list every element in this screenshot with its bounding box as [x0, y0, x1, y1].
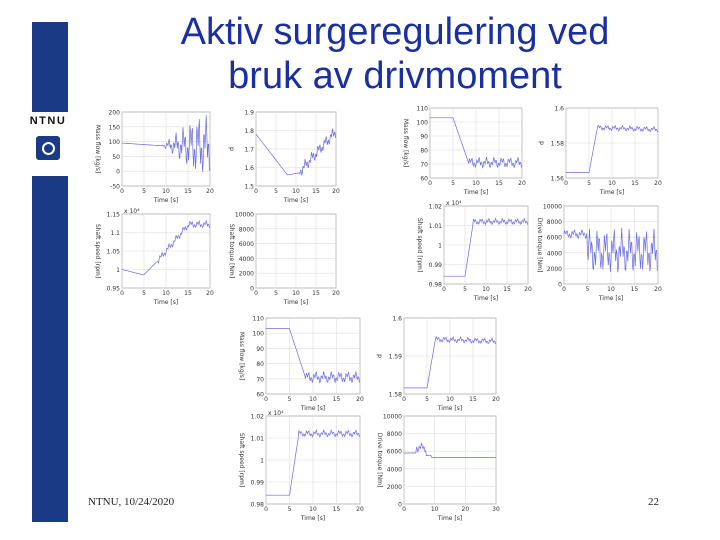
chart-p6 — [370, 310, 502, 412]
y-tick-label: 4000 — [238, 255, 254, 263]
x-tick-label: 0 — [264, 396, 268, 403]
x-tick-label: 10 — [472, 180, 480, 187]
x-tick-label: 0 — [254, 290, 258, 297]
x-tick-label: 0 — [402, 506, 406, 513]
title-line-1: Aktiv surgeregulering ved — [180, 11, 610, 53]
y-tick-label: 0.99 — [428, 262, 442, 269]
y-tick-label: 1.1 — [110, 230, 120, 237]
y-tick-label: 50 — [112, 153, 120, 161]
y-tick-label: 0.99 — [250, 479, 264, 487]
x-tick-label: 5 — [451, 180, 455, 187]
y-tick-label: 1.6 — [244, 165, 254, 172]
x-tick-label: 10 — [430, 506, 439, 513]
y-tick-label: 1.01 — [428, 223, 442, 230]
y-tick-label: 6000 — [546, 234, 562, 242]
y-tick-label: 0 — [558, 281, 562, 289]
x-tick-label: 20 — [332, 290, 340, 297]
y-tick-label: 10000 — [382, 413, 402, 421]
chart-p8 — [370, 408, 502, 522]
logo-text: NTNU — [29, 115, 67, 127]
x-tick-label: 30 — [492, 506, 500, 513]
y-tick-label: 110 — [252, 315, 264, 323]
x-tick-label: 5 — [587, 180, 591, 187]
x-tick-label: 15 — [631, 180, 639, 187]
y-tick-label: 2000 — [386, 483, 402, 491]
y-tick-label: 1.58 — [388, 391, 402, 399]
y-tick-label: 1.58 — [550, 140, 564, 148]
x-axis-label: Time [s] — [437, 405, 463, 412]
x-tick-label: 15 — [495, 180, 503, 187]
x-tick-label: 0 — [254, 188, 258, 195]
y-tick-label: 1 — [438, 242, 442, 250]
y-axis-label: Drive torque [Nm] — [376, 432, 383, 488]
y-tick-label: 1.9 — [244, 109, 254, 117]
x-tick-label: 10 — [162, 188, 170, 195]
x-tick-label: 10 — [162, 290, 170, 297]
x-tick-label: 0 — [120, 290, 124, 297]
chart-p12 — [530, 198, 664, 302]
y-tick-label: 150 — [108, 124, 120, 132]
x-axis-label: Time [s] — [300, 405, 326, 412]
x-tick-label: 0 — [564, 180, 568, 187]
plot-frame — [404, 416, 496, 504]
y-tick-label: 1.59 — [388, 353, 402, 361]
x-tick-label: 0 — [120, 188, 124, 195]
x-tick-label: 5 — [274, 290, 278, 297]
y-tick-label: 100 — [416, 119, 428, 127]
y-tick-label: 1 — [116, 267, 120, 274]
y-tick-label: 0 — [250, 285, 254, 293]
x-tick-label: 5 — [287, 506, 292, 513]
y-tick-label: 8000 — [238, 226, 254, 234]
y-tick-label: 1 — [260, 457, 264, 465]
y-tick-label: 0 — [398, 501, 402, 509]
y-tick-label: 4000 — [386, 466, 402, 474]
y-tick-label: 90 — [420, 133, 428, 141]
y-tick-label: 1.8 — [244, 128, 254, 135]
y-tick-label: 0 — [116, 168, 120, 176]
chart-p3 — [88, 206, 216, 306]
chart-p10 — [532, 100, 664, 196]
y-axis-label: Shaft speed [rpm] — [94, 223, 101, 279]
chart-p2 — [222, 104, 342, 204]
x-axis-label: Time [s] — [598, 295, 624, 302]
y-tick-label: 80 — [256, 361, 264, 369]
x-axis-label: Time [s] — [437, 515, 463, 522]
x-tick-label: 5 — [425, 396, 429, 403]
y-tick-label: -50 — [110, 183, 120, 191]
y-tick-label: 0.98 — [428, 281, 442, 289]
y-axis-label: p — [538, 141, 545, 145]
x-tick-label: 20 — [356, 506, 364, 513]
y-tick-label: 2000 — [546, 265, 562, 273]
x-tick-label: 20 — [518, 180, 526, 187]
y-axis-label: Drive torque [Nm] — [536, 217, 543, 273]
y-tick-label: 4000 — [546, 250, 562, 258]
y-tick-label: 60 — [420, 175, 428, 183]
x-tick-label: 5 — [142, 290, 146, 297]
x-tick-label: 15 — [184, 188, 192, 195]
slide-title — [100, 10, 690, 98]
x-tick-label: 0 — [428, 180, 432, 187]
x-tick-label: 5 — [463, 286, 467, 293]
y-tick-label: 0.98 — [250, 501, 264, 509]
y-axis-label: Shaft speed [rpm] — [416, 217, 423, 273]
x-tick-label: 20 — [492, 396, 500, 403]
x-tick-label: 15 — [332, 396, 341, 403]
x-tick-label: 20 — [461, 506, 470, 513]
axis-multiplier: x 10⁴ — [268, 410, 284, 417]
y-tick-label: 10000 — [542, 203, 562, 211]
y-axis-label: Mass flow [kg/s] — [94, 124, 101, 174]
y-tick-label: 80 — [420, 147, 428, 155]
x-axis-label: Time [s] — [153, 197, 179, 204]
page-number: 22 — [648, 496, 659, 508]
x-tick-label: 20 — [206, 290, 214, 297]
x-tick-label: 10 — [482, 286, 490, 293]
y-tick-label: 1.02 — [428, 203, 442, 211]
y-tick-label: 1.5 — [244, 183, 254, 191]
x-axis-label: Time [s] — [283, 299, 309, 306]
x-tick-label: 15 — [469, 396, 477, 403]
y-tick-label: 70 — [256, 376, 264, 384]
y-axis-label: p — [376, 354, 383, 358]
y-tick-label: 1.15 — [106, 211, 120, 219]
y-tick-label: 60 — [256, 391, 264, 399]
y-tick-label: 110 — [416, 105, 428, 113]
x-tick-label: 5 — [287, 396, 292, 403]
y-tick-label: 200 — [108, 109, 120, 117]
x-tick-label: 0 — [402, 396, 406, 403]
footer-date: NTNU, 10/24/2020 — [88, 496, 175, 508]
x-tick-label: 20 — [654, 286, 662, 293]
y-tick-label: 1.6 — [554, 105, 564, 113]
y-tick-label: 8000 — [386, 431, 402, 439]
x-tick-label: 5 — [585, 286, 590, 293]
axis-multiplier: x 10⁴ — [446, 200, 462, 207]
x-tick-label: 10 — [292, 188, 300, 195]
y-tick-label: 1.05 — [106, 248, 120, 256]
y-tick-label: 90 — [256, 345, 264, 353]
x-tick-label: 0 — [442, 286, 446, 293]
y-tick-label: 6000 — [386, 448, 402, 456]
x-tick-label: 10 — [446, 396, 454, 403]
y-tick-label: 1.02 — [250, 413, 264, 421]
x-tick-label: 15 — [332, 506, 341, 513]
chart-p7 — [232, 408, 366, 522]
chart-p9 — [396, 100, 528, 196]
x-tick-label: 10 — [607, 286, 615, 293]
x-tick-label: 10 — [309, 506, 317, 513]
y-axis-label: Shaft torque [Nm] — [228, 223, 235, 279]
title-line-2: bruk av drivmoment — [228, 55, 562, 97]
chart-p5 — [232, 310, 366, 412]
x-tick-label: 15 — [312, 188, 320, 195]
x-axis-label: Time [s] — [463, 189, 489, 196]
y-tick-label: 10000 — [234, 211, 254, 219]
y-tick-label: 100 — [108, 139, 120, 147]
x-tick-label: 5 — [274, 188, 278, 195]
x-tick-label: 10 — [292, 290, 300, 297]
y-tick-label: 8000 — [546, 219, 562, 227]
x-tick-label: 20 — [356, 396, 364, 403]
y-tick-label: 1.01 — [250, 435, 264, 443]
x-tick-label: 10 — [608, 180, 616, 187]
y-tick-label: 0.95 — [106, 285, 120, 293]
chart-p11 — [410, 198, 534, 302]
x-tick-label: 20 — [332, 188, 340, 195]
x-tick-label: 5 — [142, 188, 146, 195]
x-tick-label: 20 — [524, 286, 532, 293]
y-tick-label: 1.7 — [244, 146, 254, 154]
y-axis-label: Shaft speed [rpm] — [238, 432, 245, 488]
logo-mark-icon — [36, 136, 60, 160]
y-axis-label: Mass flow [kg/s] — [402, 118, 409, 168]
x-axis-label: Time [s] — [300, 515, 326, 522]
x-axis-label: Time [s] — [599, 189, 625, 196]
x-tick-label: 15 — [503, 286, 511, 293]
x-tick-label: 0 — [562, 286, 566, 293]
y-axis-label: p — [228, 147, 235, 151]
x-tick-label: 0 — [264, 506, 268, 513]
x-tick-label: 15 — [184, 290, 192, 297]
chart-p4 — [222, 206, 342, 306]
y-tick-label: 70 — [420, 161, 428, 169]
axis-multiplier: x 10⁴ — [124, 208, 140, 215]
sidebar-band — [32, 22, 68, 522]
y-tick-label: 1.56 — [550, 175, 564, 183]
chart-p1 — [88, 104, 216, 204]
x-axis-label: Time [s] — [283, 197, 309, 204]
ntnu-logo — [22, 112, 74, 176]
y-tick-label: 2000 — [238, 270, 254, 278]
x-axis-label: Time [s] — [153, 299, 179, 306]
x-tick-label: 15 — [630, 286, 639, 293]
y-tick-label: 100 — [252, 330, 264, 338]
y-tick-label: 6000 — [238, 241, 254, 249]
y-axis-label: Mass flow [kg/s] — [238, 331, 245, 381]
x-tick-label: 20 — [654, 180, 662, 187]
x-tick-label: 10 — [309, 396, 317, 403]
x-tick-label: 15 — [312, 290, 320, 297]
y-tick-label: 1.6 — [392, 315, 402, 323]
x-tick-label: 20 — [206, 188, 214, 195]
x-axis-label: Time [s] — [473, 295, 499, 302]
